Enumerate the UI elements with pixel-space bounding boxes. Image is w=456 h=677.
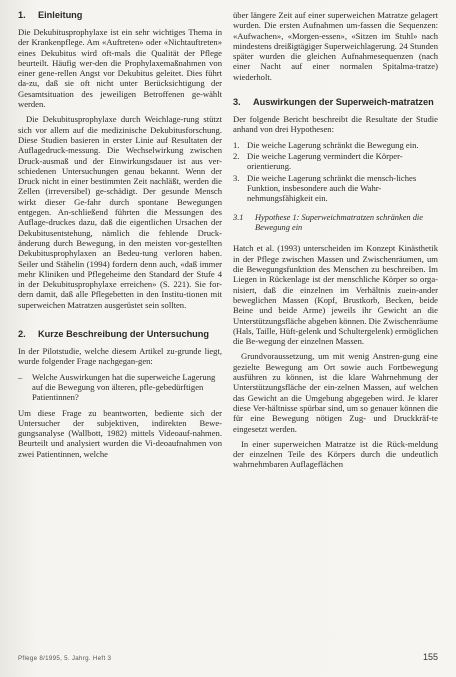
journal-reference: Pflege 8/1995, 5. Jahrg. Heft 3 [18, 655, 112, 662]
section-heading-einleitung [18, 10, 222, 21]
section-title: Kurze Beschreibung der Untersuchung [38, 329, 210, 340]
list-item [233, 173, 438, 204]
page-number: 155 [422, 652, 438, 662]
list-item [18, 372, 222, 403]
spacer [18, 315, 222, 329]
paragraph: In der Pilotstudie, welche diesem Artikel zu-grunde liegt, wurde folgender Frage nachgegan-gen: [18, 346, 222, 367]
paragraph: In einer superweichen Matratze ist die Rück-meldung der einzelnen Teile des Körpers durch die undeutlich wahrnehmbaren Auflageflächen [233, 438, 438, 470]
section-heading-kurze-beschreibung [18, 329, 222, 340]
paragraph: Grundvoraussetzung, um mit wenig Anstren-gung eine gezielte Bewegung am Ort sowie auch Fortbewegung ausführen zu können, ist die klare Wahrnehmung der Unterstützungsfläche der ein-zelnen Massen, auf welchen das Gewicht an die Umgebung abgegeben wird. Je klarer diese Ver-hältnisse spürbar sind, um so genauer können die für eine Bewegung nötigen Zug- und Druckkräf-te eingesetzt werden. [233, 351, 438, 434]
list-item-text: Die weiche Lagerung schränkt die Bewegung ein. [247, 139, 419, 150]
list-item [233, 151, 438, 172]
list-item [233, 140, 438, 150]
spacer [233, 87, 438, 97]
section-title: Auswirkungen der Superweich-matratzen [253, 97, 434, 108]
list-marker: 1. [233, 139, 240, 150]
section-number: 2. [18, 329, 26, 340]
paragraph: Der folgende Bericht beschreibt die Resultate der Studie anhand von drei Hypothesen: [233, 114, 438, 135]
page-footer [18, 648, 438, 662]
subsection-heading-hypothese-1 [233, 213, 438, 233]
section-number: 1. [18, 10, 26, 20]
left-column [18, 10, 222, 464]
paragraph: Um diese Frage zu beantworten, bediente sich der Untersucher der subjektiven, indirekten Bewe-gungsanalyse (Wallbott, 1982) mittels Videoauf-nahmen. Beurteilt und analysiert wurden die Vi-deoaufnahmen von zwei Patientinnen, welche [18, 407, 222, 459]
question-list [18, 372, 222, 403]
paragraph: Die Dekubitusprophylaxe ist ein sehr wichtiges Thema in der Krankenpflege. Am «Auftreten» oder «Nichtauftreten» eines Dekubitus wird oft-mals die Qualität der Pflege beurteilt. Häufig wer-den die Prophylaxemaßnahmen von einer gene-rellen Angst vor Dekubitus geleitet. Dies führt da-zu, daß sie oft nicht unter Berücksichtigung der Gesamtsituation des jeweiligen Betroffenen ge-wählt werden. [18, 27, 222, 110]
right-column [233, 10, 438, 475]
section-heading-auswirkungen [233, 97, 438, 108]
subsection-number: 3.1 [233, 213, 244, 223]
dash-marker: – [18, 371, 23, 382]
hypothesis-list [233, 140, 438, 204]
section-title: Einleitung [38, 10, 83, 20]
list-marker: 2. [233, 150, 240, 161]
list-item-text: Die weiche Lagerung schränkt die mensch-liches Funktion, insbesondere auch die Wahr-nehmungsfähigkeit ein. [247, 172, 417, 204]
paragraph: Die Dekubitusprophylaxe durch Weichlage-rung stützt sich vor allem auf die medizinische Dekubitusforschung. Diese Studien basieren in erster Linie auf Resultaten der Auflagedruck-messung. Die Wechselwirkung zwischen Druck-ausmaß und der Einwirkungsdauer ist aus ver-schiedenen Untersuchungen genau bekannt. Wenn der Druck nicht in einer bestimmten Zeit nachläßt, werden die Zellen (irreversibel) ge-schädigt. Der gesunde Mensch wirkt dieser Ge-fahr durch spontane Bewegungen entgegen. An-schließend führten die Messungen des Auflage-druckes dazu, daß die eigentlichen Ursachen der Dekubitusentstehung, nämlich die fehlende Druck-änderung durch Bewegung, in den meisten vor-gestellten Dekubitusprophylaxen an Bedeu-tung verloren haben. Seiler und Stähelin (1994) fordern denn auch, «daß immer mehr Kliniken und Pflegeheime den Standard der Stufe 4 in der Dekubitusprophylaxe erreichen» (S. 221). Sie for-dern damit, daß alle Pflegebetten in den Institu-tionen mit superweichen Matratzen ausgerüstet sein sollten. [18, 114, 222, 310]
paragraph: über längere Zeit auf einer superweichen Matratze gelagert wurden. Die ersten Aufnahmen um-fassen die Sequenzen: «Aufwachen», «Morgen-essen», «Sitzen im Stuhl» nach mindestens dreißigtägiger Superweichlagerung. 24 Stunden später wurden die gleichen Aufnahmesequenzen (nach einer Nacht auf einer normalen Spitalma-tratze) wiederholt. [233, 10, 439, 82]
list-item-text: Welche Auswirkungen hat die superweiche Lagerung auf die Bewegung von älteren, pfle-gebedürftigen Patientinnen? [32, 371, 216, 403]
section-number: 3. [233, 97, 241, 108]
paragraph: Hatch et al. (1993) unterscheiden im Konzept Kinästhetik in der Pflege zwischen Massen und Zwischenräumen, um die Bewegungsfunktion des Menschen zu beschreiben. Im Liegen in Rückenlage ist der menschliche Körper so orga-nisiert, daß die einzelnen im Verhältnis zuein-ander beweglichen Massen (Kopf, Brustkorb, Becken, beide Beine und beide Arme) jeweils ihr Gewicht an die Unterstützungsfläche abgeben können. Die Zwischenräume (Hals, Taille, Hüft-gelenk und Schultergelenk) ermöglichen die Be-wegung der einzelnen Massen. [233, 243, 438, 347]
subsection-title: Hypothese 1: Superweichmatratzen schränken die Bewegung ein [255, 213, 423, 233]
list-marker: 3. [233, 172, 240, 183]
list-item-text: Die weiche Lagerung vermindert die Körper-orientierung. [247, 150, 403, 172]
